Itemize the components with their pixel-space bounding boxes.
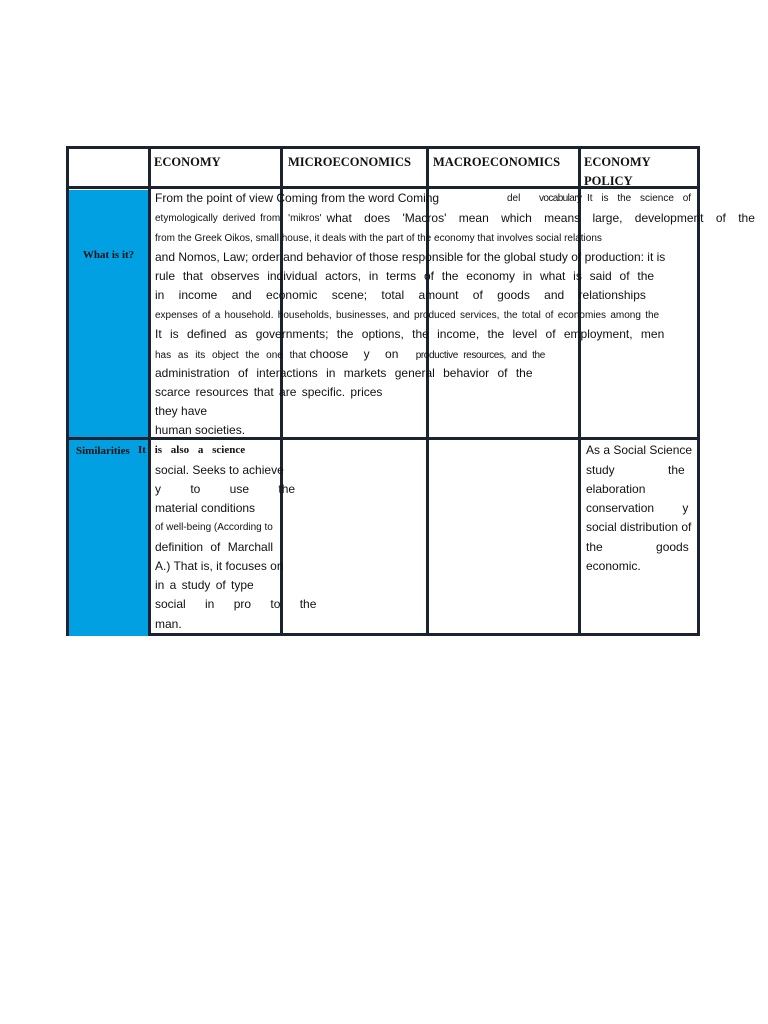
text-line: human societies. bbox=[155, 423, 246, 437]
text-line: has as its object the one that choose y on productive resources, and the bbox=[155, 347, 545, 361]
text-line: It is defined as governments; the options, the income, the level of employment, men bbox=[155, 327, 665, 341]
text-line: rule that observes individual actors, in terms of the economy in what is said of the bbox=[155, 269, 655, 283]
header-economy-policy: ECONOMY POLICY bbox=[584, 155, 651, 188]
text-line: social. Seeks to achieve bbox=[155, 463, 284, 477]
text-line: As a Social Science bbox=[586, 443, 693, 457]
text-line: in a study of type bbox=[155, 578, 254, 592]
text-line: the goods bbox=[586, 540, 689, 554]
text-line: It is also a science bbox=[138, 444, 246, 456]
text-line: etymologically derived from 'mikros' what does 'Macros' mean which means large, development of the bbox=[155, 211, 755, 225]
text-line: definition of Marchall bbox=[155, 540, 274, 554]
header-macroeconomics: MACROECONOMICS bbox=[433, 155, 561, 169]
text-line: administration of interactions in markets general behavior of the bbox=[155, 366, 533, 380]
text-line: conservation y bbox=[586, 501, 689, 515]
text-line: and Nomos, Law; order and behavior of those responsible for the global study of production: it is bbox=[155, 250, 666, 264]
text-line: of well-being (According to bbox=[155, 522, 273, 533]
text-line: y to use the bbox=[155, 482, 296, 496]
header-economy: ECONOMY bbox=[154, 155, 221, 169]
text-line: from the Greek Oikos, small house, it deals with the part of the economy that involves social relations bbox=[155, 233, 602, 244]
text-line: man. bbox=[155, 617, 182, 631]
text-line: From the point of view Coming from the word Coming del vocabulary It is the science of bbox=[155, 191, 692, 205]
text-line: A.) That is, it focuses on bbox=[155, 559, 284, 573]
text-line: they have bbox=[155, 404, 208, 418]
text-line: social in pro to the bbox=[155, 597, 317, 611]
text-line: study the bbox=[586, 463, 685, 477]
header-microeconomics: MICROECONOMICS bbox=[288, 155, 411, 169]
row-label-what-is-it: What is it? bbox=[82, 249, 135, 261]
comparison-table bbox=[66, 146, 755, 636]
text-line: in income and economic scene; total amount of goods and relationships bbox=[155, 288, 646, 302]
text-line: social distribution of bbox=[586, 520, 692, 534]
text-line: economic. bbox=[586, 559, 641, 573]
text-line: expenses of a household. households, businesses, and produced services, the total of economies among the bbox=[155, 310, 660, 321]
row-label-similarities: Similarities bbox=[76, 445, 130, 457]
text-line: material conditions bbox=[155, 501, 256, 515]
text-line: scarce resources that are specific. prices bbox=[155, 385, 383, 399]
text-line: elaboration bbox=[586, 482, 646, 496]
